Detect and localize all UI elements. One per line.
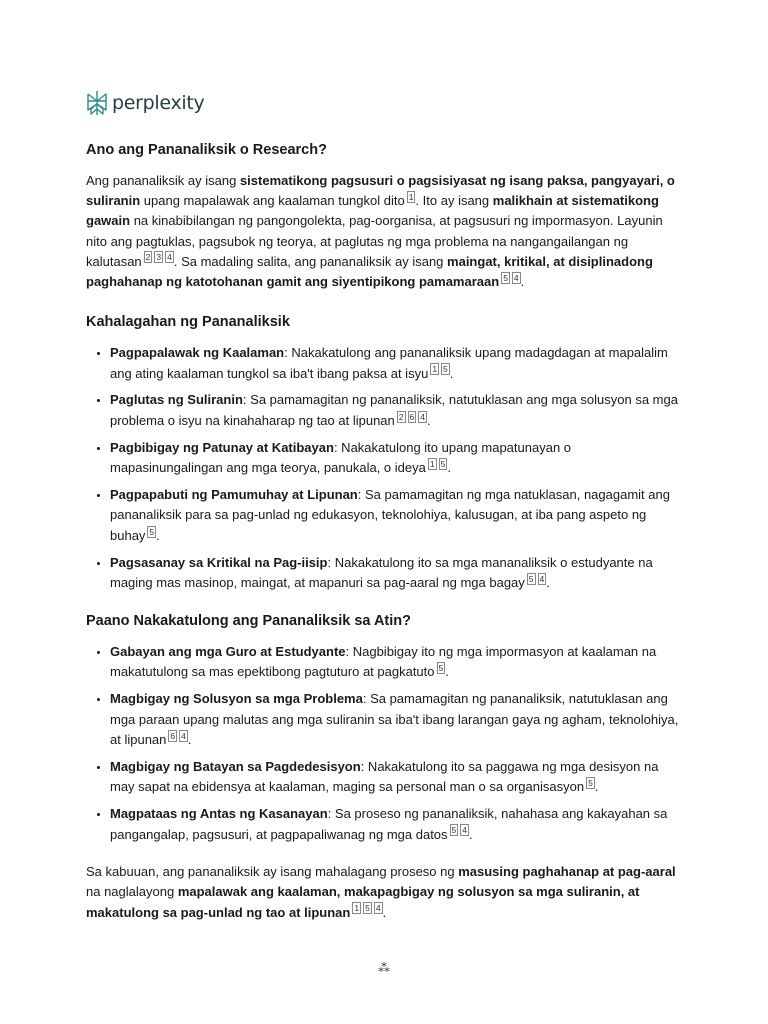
citation-link[interactable]: 5 bbox=[443, 364, 448, 375]
citation-link[interactable]: 5 bbox=[149, 526, 155, 537]
conclusion-paragraph: Sa kabuuan, ang pananaliksik ay isang mahalagang proseso ng masusing paghahanap at pag-aaral na naglalayong mapalawak ang kaalaman, makapagbigay ng solusyon sa mga suliranin, at makatulong sa pag-unlad ng tao at lipunan $^1$ $^5$ $^4$ . bbox=[86, 864, 676, 920]
bold-text: mapalawak ang kaalaman, makapagbigay ng solusyon sa mga suliranin, at makatulong sa pag-unlad ng tao at lipunan bbox=[86, 884, 640, 920]
citation-link[interactable]: 5 bbox=[503, 272, 508, 283]
bold-text: Magbigay ng Batayan sa Pagdedesisyon bbox=[110, 758, 361, 774]
citation-link[interactable]: 2 bbox=[145, 252, 151, 263]
citation-link[interactable]: 5 bbox=[528, 573, 534, 584]
bold-text: Pagpapabuti ng Pamumuhay at Lipunan bbox=[110, 486, 358, 502]
intro-heading: Ano ang Pananaliksik o Research? bbox=[86, 142, 327, 158]
bold-text: Magbigay ng Solusyon sa mga Problema bbox=[110, 690, 363, 706]
list-item: • Gabayan ang mga Guro at Estudyante: Nagbibigay ito ng mga impormasyon at kaalaman na makatutulong sa mas epektibong pagtuturo at pagkatuto $^5$ . bbox=[110, 642, 686, 683]
perplexity-logo[interactable] bbox=[86, 88, 686, 118]
citation-link[interactable]: 6 bbox=[170, 730, 176, 741]
importance-heading: Kahalagahan ng Pananaliksik bbox=[86, 314, 290, 331]
citation-link[interactable]: 5 bbox=[438, 663, 444, 674]
list-item: • Magbigay ng Batayan sa Pagdedesisyon: Nakakatulong ito sa paggawa ng mga desisyon na may sapat na ebidensya at kaalaman, maging sa personal man o sa organisasyon $^5$ . bbox=[110, 757, 686, 798]
bold-text: Pagsasanay sa Kritikal na Pag-iisip bbox=[110, 554, 328, 570]
list-item: • Pagpapabuti ng Pamumuhay at Lipunan: Sa pamamagitan ng mga natuklasan, nagagamit ang pananaliksik para sa pag-unlad ng edukasyon, teknolohiya, kalusugan, at iba pang aspeto ng buhay $^5$ . bbox=[110, 485, 686, 547]
brand-name: perplexity bbox=[112, 92, 205, 114]
help-list bbox=[86, 642, 686, 845]
bold-text: maingat, kritikal, at disiplinadong paghahanap ng katotohanan gamit ang siyentipikong pamamaraan bbox=[86, 253, 653, 290]
citation-link[interactable]: 4 bbox=[539, 573, 545, 584]
citation-link[interactable]: 6 bbox=[409, 411, 415, 422]
citation-link[interactable]: 4 bbox=[375, 903, 381, 914]
list-item: • Pagpapalawak ng Kaalaman: Nakakatulong ang pananaliksik upang madagdagan at mapalalim ang ating kaalaman tungkol sa iba't ibang paksa at isyu $^1$ $^5$ . bbox=[110, 343, 686, 384]
citation-link[interactable]: 4 bbox=[513, 272, 519, 283]
citation-link[interactable]: 3 bbox=[156, 252, 162, 263]
list-item: • Paglutas ng Suliranin: Sa pamamagitan ng pananaliksik, natutuklasan ang mga solusyon sa mga problema o isyu na kinahaharap ng tao at lipunan $^2$ $^6$ $^4$ . bbox=[110, 390, 686, 431]
bold-text: Pagbibigay ng Patunay at Katibayan bbox=[110, 439, 334, 455]
citation-link[interactable]: 4 bbox=[167, 252, 172, 263]
citation-link[interactable]: 4 bbox=[420, 411, 425, 422]
citation-link[interactable]: 5 bbox=[451, 825, 457, 836]
document-page bbox=[86, 88, 686, 943]
list-item: • Pagbibigay ng Patunay at Katibayan: Nakakatulong ito upang mapatunayan o mapasinungalingan ang mga teorya, panukala, o ideya $^1$ $^5$ . bbox=[110, 438, 686, 479]
perplexity-mark-icon bbox=[86, 90, 108, 116]
bold-text: Pagpapalawak ng Kaalaman bbox=[110, 345, 285, 361]
bold-text: sistematikong pagsusuri o pagsisiyasat ng isang paksa, pangyayari, o suliranin bbox=[86, 173, 675, 209]
bold-text: Magpataas ng Antas ng Kasanayan bbox=[110, 805, 328, 821]
bold-text: malikhain at sistematikong gawain bbox=[86, 193, 659, 229]
perplexity-footer-icon: ⁂ bbox=[378, 961, 390, 975]
citation-link[interactable]: 5 bbox=[588, 777, 593, 788]
list-item: • Magbigay ng Solusyon sa mga Problema: Sa pamamagitan ng pananaliksik, natutuklasan ang mga paraan upang malutas ang mga suliranin sa iba't ibang larangan gaya ng agham, teknolohiya, at lipunan $^6$ $^4$ . bbox=[110, 689, 686, 751]
citation-link[interactable]: 5 bbox=[365, 903, 370, 914]
citation-link[interactable]: 2 bbox=[398, 411, 404, 422]
citation-link[interactable]: 1 bbox=[432, 364, 438, 375]
intro-paragraph: Ang pananaliksik ay isang sistematikong pagsusuri o pagsisiyasat ng isang paksa, pangyayari, o suliranin upang mapalawak ang kaalaman tungkol dito $^1$ . Ito ay isang malikhain at sistematikong gawain na kinabibilangan ng pangongolekta, pag-oorganisa, at pagsusuri ng impormasyon. Layunin nito ang pagtuklas, pagsubok ng teorya, at paglutas ng mga problema na nangangailangan ng kalutasan $^2$ $^3$ $^4$ . Sa madaling salita, ang pananaliksik ay isang maingat, kritikal, at disiplinadong paghahanap ng katotohanan gamit ang siyentipikong pamamaraan $^5$ $^4$ . bbox=[86, 173, 675, 290]
bold-text: masusing paghahanap at pag-aaral bbox=[458, 864, 676, 880]
importance-list bbox=[86, 343, 686, 594]
bold-text: Gabayan ang mga Guro at Estudyante bbox=[110, 643, 346, 659]
citation-link[interactable]: 4 bbox=[181, 730, 186, 741]
citation-link[interactable]: 1 bbox=[408, 191, 414, 202]
bold-text: Paglutas ng Suliranin bbox=[110, 392, 243, 408]
citation-link[interactable]: 4 bbox=[462, 825, 468, 836]
citation-link[interactable]: 1 bbox=[429, 458, 435, 469]
citation-link[interactable]: 5 bbox=[440, 458, 446, 469]
list-item: • Pagsasanay sa Kritikal na Pag-iisip: Nakakatulong ito sa mga mananaliksik o estudyante na maging mas masinop, maingat, at mapanuri sa pag-aaral ng mga bagay $^5$ $^4$ . bbox=[110, 553, 686, 594]
help-heading: Paano Nakakatulong ang Pananaliksik sa Atin? bbox=[86, 612, 412, 629]
list-item: • Magpataas ng Antas ng Kasanayan: Sa proseso ng pananaliksik, nahahasa ang kakayahan sa pangangalap, pagsusuri, at pagpapaliwanag ng mga datos $^5$ $^4$ . bbox=[110, 804, 686, 845]
citation-link[interactable]: 1 bbox=[354, 903, 360, 914]
